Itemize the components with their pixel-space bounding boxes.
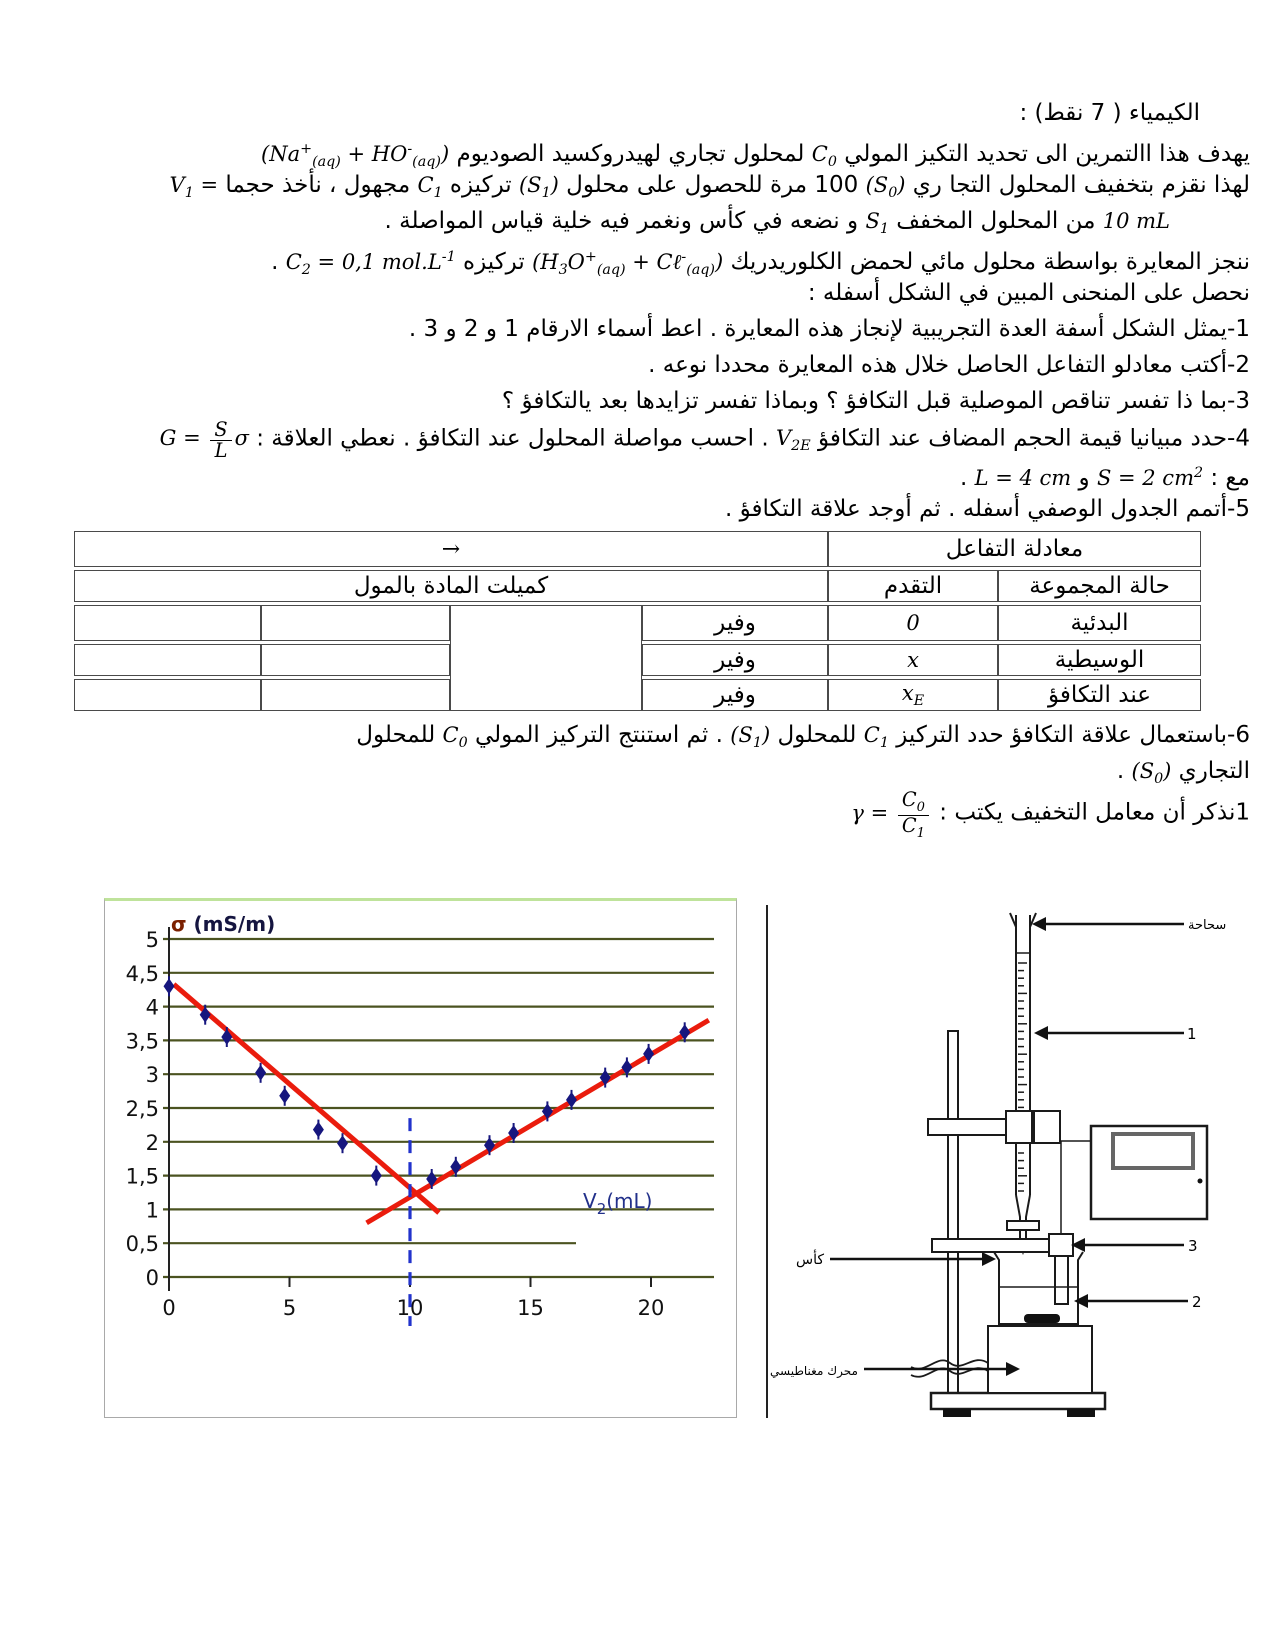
- arabic-text: تركيزه: [442, 172, 519, 198]
- math-expression: γ = $\frac{C_0}{C_1}$: [851, 801, 932, 825]
- math-expression: $S_1$: [865, 209, 889, 238]
- math-expression: $C_1$: [417, 173, 443, 202]
- state-intermediate: الوسيطية: [998, 644, 1201, 676]
- math-expression: $C_2 = 0,1$ $mol.L^{-1}$: [285, 249, 456, 279]
- empty-merged-cell: [450, 605, 642, 711]
- arabic-text: 100 مرة للحصول على محلول: [558, 172, 866, 198]
- label-beaker: كأس: [796, 1252, 825, 1268]
- svg-text:4,5: 4,5: [125, 961, 159, 986]
- arabic-text: التجاري: [1171, 758, 1250, 784]
- arabic-text: مجهول ، نأخذ حجما: [218, 172, 418, 198]
- math-expression: S = 2 $cm^2$: [1096, 465, 1204, 490]
- arrow-head-beaker: [982, 1252, 996, 1266]
- titration-chart-svg: [105, 901, 736, 1416]
- stirrer-drawing: [911, 1326, 1092, 1393]
- arabic-text: تركيزه: [455, 249, 533, 275]
- text-line: [72, 348, 1250, 384]
- svg-text:5: 5: [282, 1296, 297, 1320]
- reaction-equation-header: معادلة التفاعل: [828, 531, 1201, 567]
- text-line: [72, 418, 1250, 463]
- arabic-text: ننجز المعايرة بواسطة محلول مائي لحمض الكلوريدريك: [723, 249, 1250, 275]
- arabic-text: 5-أتمم الجدول الوصفي أسفله . ثم أوجد علاقة التكافؤ .: [725, 496, 1250, 522]
- arabic-text: للمحلول: [356, 722, 443, 748]
- titration-apparatus-figure: [766, 905, 1238, 1418]
- svg-text:10: 10: [396, 1296, 424, 1320]
- math-expression: $(S_0)$: [1131, 759, 1172, 788]
- math-expression: $(Na^+_{(aq)} + HO^-_{(aq)})$: [261, 141, 450, 171]
- text-line: [72, 718, 1250, 754]
- arabic-text: مع :: [1203, 465, 1250, 491]
- svg-text:1,5: 1,5: [125, 1164, 159, 1189]
- math-expression: $C_0$: [442, 723, 468, 752]
- label-stirrer: محرك مغناطيسي: [770, 1364, 858, 1378]
- progress-intermediate: x: [828, 644, 998, 676]
- arrow-head-2: [1074, 1294, 1088, 1308]
- svg-text:3: 3: [145, 1063, 159, 1088]
- titration-chart: [104, 898, 737, 1418]
- amounts-header: كميلت المادة بالمول: [74, 570, 828, 602]
- arabic-text: لهذا نقزم بتخفيف المحلول التجا ري: [905, 172, 1250, 198]
- excess-initial: وفير: [642, 605, 828, 641]
- math-expression: ($H_3O^+_{(aq)}$ + Cℓ-$_{(aq)}$): [532, 249, 724, 279]
- math-expression: $C_0$: [811, 142, 837, 171]
- arabic-text: و نضعه في كأس ونغمر فيه خلية قياس المواصلة .: [384, 208, 866, 234]
- text-line: [72, 754, 1250, 790]
- probe-wire: [1061, 1141, 1091, 1234]
- math-expression: $(S_0)$: [865, 173, 906, 202]
- arabic-text: و: [1071, 465, 1097, 491]
- svg-text:0: 0: [162, 1296, 176, 1320]
- empty-cell: [74, 644, 261, 676]
- math-expression: 10 mL: [1102, 209, 1170, 233]
- label-2: 2: [1192, 1293, 1202, 1311]
- arabic-text: 6-باستعمال علاقة التكافؤ حدد التركيز: [888, 722, 1250, 748]
- svg-text:V2(mL): $V_2(mL)$: [583, 1189, 653, 1218]
- math-expression: $V_1$ =: [169, 173, 219, 202]
- conductimeter-drawing: [1061, 1126, 1207, 1234]
- stir-bar: [1024, 1314, 1060, 1323]
- arabic-text: .: [959, 465, 975, 491]
- text-line: [72, 240, 1250, 279]
- label-burette: سحاحة: [1188, 918, 1227, 933]
- math-expression: $(S_1)$: [730, 723, 771, 752]
- apparatus-svg: [768, 905, 1238, 1418]
- arabic-text: 1-يمثل الشكل أسفة العدة التجريبية لإنجاز هذه المعايرة . اعط أسماء الارقام 1 و 2 و 3 .: [408, 316, 1250, 342]
- svg-text:4: 4: [145, 995, 159, 1020]
- svg-text:0: 0: [145, 1266, 159, 1290]
- empty-cell: [261, 605, 450, 641]
- text-line: [72, 788, 1250, 841]
- text-line: [72, 96, 1250, 132]
- arabic-text: 3-بما ذا تفسر تناقص الموصلية قبل التكافؤ ؟ وبماذا تفسر تزايدها بعد يالتكافؤ ؟: [501, 388, 1250, 414]
- text-line: [72, 276, 1250, 312]
- empty-cell: [74, 605, 261, 641]
- burette-drawing: [1007, 913, 1039, 1252]
- svg-text:5: 5: [145, 928, 159, 952]
- arabic-text: من المحلول المخفف: [888, 208, 1103, 234]
- arabic-text: نحصل على المنحنى المبين في الشكل أسفله :: [807, 280, 1250, 306]
- state-initial: البدئية: [998, 605, 1201, 641]
- text-line: [72, 132, 1250, 171]
- svg-text:1: 1: [145, 1198, 159, 1223]
- arabic-text: الكيمياء ( 7 نقط) :: [1019, 100, 1200, 126]
- text-line: [72, 168, 1250, 204]
- progress-equivalence: $x_E$: [828, 679, 998, 711]
- arabic-text: 2-أكتب معادلو التفاعل الحاصل خلال هذه المعايرة محددا نوعه .: [648, 352, 1250, 378]
- ice-table-wrap: [74, 528, 1201, 714]
- svg-text:20: 20: [637, 1296, 665, 1320]
- math-expression: L = 4 cm: [974, 466, 1072, 490]
- svg-text:15: 15: [517, 1296, 544, 1320]
- arabic-text: .: [1116, 758, 1132, 784]
- arabic-text: . ثم استنتج التركيز المولي: [467, 722, 731, 748]
- fraction: $\frac{C_0}{C_1}$: [898, 790, 929, 840]
- text-line: [72, 312, 1250, 348]
- empty-cell: [261, 679, 450, 711]
- empty-cell: [74, 679, 261, 711]
- state-equivalence: عند التكافؤ: [998, 679, 1201, 711]
- svg-text:0,5: 0,5: [125, 1232, 159, 1257]
- beaker-drawing: [994, 1252, 1083, 1324]
- label-1: 1: [1187, 1025, 1197, 1043]
- svg-text:2,5: 2,5: [125, 1097, 159, 1121]
- text-line: [72, 492, 1250, 528]
- fraction: $\frac{S}{L}$: [210, 420, 231, 462]
- label-3: 3: [1188, 1237, 1198, 1255]
- arabic-text: 4-حدد مبيانيا قيمة الحجم المضاف عند التكافؤ: [810, 425, 1250, 452]
- exercise-text-top: [72, 96, 1250, 528]
- arabic-text: يهدف هذا االتمرين الى تحديد التكيز المولي: [836, 141, 1250, 167]
- math-expression: $V_{2E}$: [776, 426, 811, 455]
- arabic-text: لمحلول تجاري لهيدروكسيد الصوديوم: [449, 141, 812, 167]
- excess-equivalence: وفير: [642, 679, 828, 711]
- arabic-text: .: [271, 249, 286, 275]
- excess-intermediate: وفير: [642, 644, 828, 676]
- svg-text:σ (mS/m): σ (mS/m): [171, 912, 276, 936]
- svg-text:3,5: 3,5: [125, 1029, 159, 1054]
- text-line: [72, 384, 1250, 420]
- arabic-text: 1نذكر أن معامل التخفيف يكتب :: [931, 799, 1250, 826]
- math-expression: $(S_1)$: [518, 173, 559, 202]
- progress-initial: 0: [828, 605, 998, 641]
- exercise-text-bottom: [72, 718, 1250, 841]
- progress-header: التقدم: [828, 570, 998, 602]
- arabic-text: للمحلول: [770, 722, 864, 748]
- svg-text:2: 2: [145, 1130, 159, 1155]
- text-line: [72, 456, 1250, 492]
- arabic-text: . احسب مواصلة المحلول عند التكافؤ . نعطي العلاقة :: [248, 425, 776, 452]
- arrow-head-1: [1034, 1026, 1048, 1040]
- math-expression: G = $\frac{S}{L}$ σ: [159, 418, 249, 463]
- empty-cell: [261, 644, 450, 676]
- ice-table: [74, 528, 1201, 714]
- math-expression: $C_1$: [863, 723, 889, 752]
- state-header: حالة المجموعة: [998, 570, 1201, 602]
- reaction-arrow: →: [74, 531, 828, 567]
- conductivity-probe: [1055, 1256, 1068, 1304]
- text-line: [72, 204, 1250, 240]
